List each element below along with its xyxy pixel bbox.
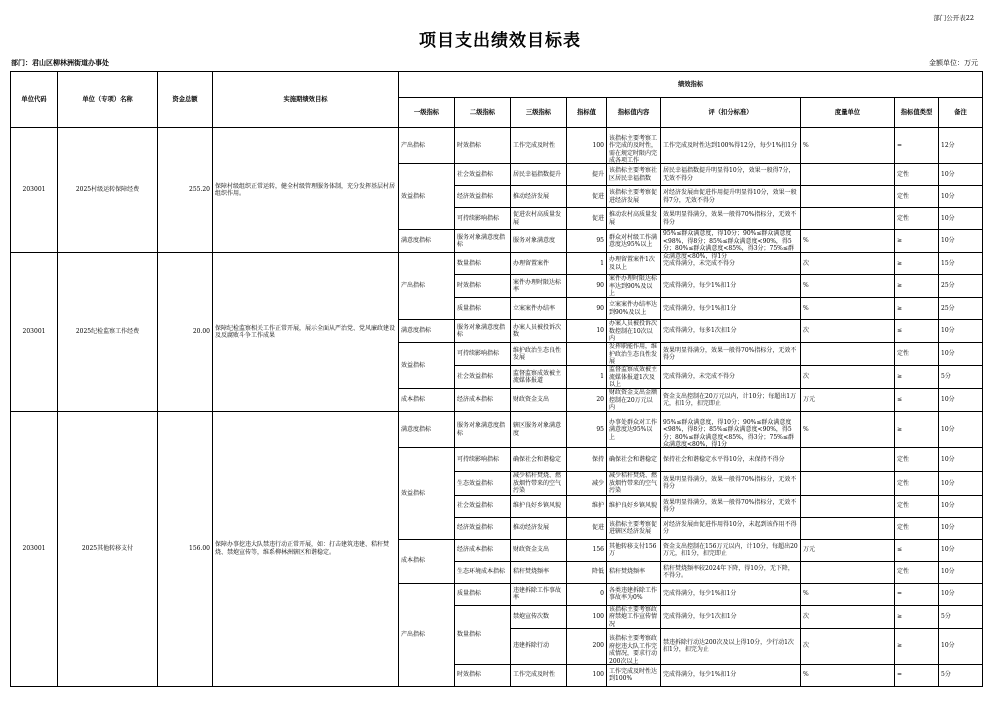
value-cell: 促进 [567,186,607,208]
level1-cell: 效益指标 [399,343,455,389]
value-type-cell: 定性 [895,495,939,517]
scoring-text: 对经济发展由促进作用得10分，未起到该作用不得分 [663,520,797,535]
remark-cell: 5分 [939,366,983,389]
level2-cell: 社会效益指标 [455,495,511,517]
level2-cell: 质量指标 [455,583,511,605]
value-cell: 90 [567,275,607,298]
value-cell: 提升 [567,164,607,186]
value-type-cell: ≥ [895,275,939,298]
measure-unit-cell [801,561,895,583]
level3-cell: 案件办理时限达标率 [511,275,567,298]
level3-cell: 禁炮宣传次数 [511,605,567,628]
scoring-text: 效果明显得满分，效果一般得70%指标分，无效不得分 [663,211,797,226]
value-cell: 90 [567,298,607,320]
table-row [11,128,983,164]
scoring-cell [661,605,801,628]
remark-cell: 10分 [939,539,983,561]
remark-cell: 10分 [939,389,983,412]
remark-cell: 10分 [939,448,983,472]
level3-cell: 推动经济发展 [511,186,567,208]
content-text: 监督监察成效被主流媒体报道1次及以上 [609,366,658,388]
unit-name-cell: 2025村级运转保障经费 [58,128,158,253]
value-type-cell: 定性 [895,186,939,208]
content-text: 案件办理时限达标率达到90%及以上 [609,275,658,297]
content-cell [607,164,661,186]
value-type-cell: ≤ [895,389,939,412]
level3-cell: 促进农村高质量发展 [511,208,567,230]
level3-cell: 办案人员被投诉次数 [511,320,567,343]
value-cell: 促进 [567,208,607,230]
value-type-cell: ≥ [895,412,939,448]
scoring-text: 保持社会和谐稳定水平得10分，未保持不得分 [663,455,785,463]
level1-cell: 产出指标 [399,583,455,686]
content-cell [607,664,661,686]
remark-cell: 5分 [939,664,983,686]
scoring-cell [661,275,801,298]
performance-table [10,71,983,687]
level1-cell: 产出指标 [399,128,455,164]
scoring-text: 效果明显得满分，效果一般得70%指标分，无效不得分 [663,475,797,491]
unit-code-cell: 203001 [11,412,58,687]
scoring-cell [661,343,801,366]
scoring-text: 资金支出控制在20万元以内，计10分；每超出1万元，扣1分，扣完即止 [663,392,797,407]
measure-unit-cell: 次 [801,253,895,275]
level1-cell: 产出指标 [399,253,455,320]
content-text: 其他转移支付156万 [609,542,657,557]
level3-cell: 推动经济发展 [511,517,567,539]
content-text: 减少秸秆焚烧、燃放烟竹带来的空气污染 [609,472,658,495]
content-cell [607,472,661,496]
level2-cell: 服务对象满意度指标 [455,412,511,448]
level1-cell: 满意度指标 [399,230,455,253]
scoring-cell [661,495,801,517]
scoring-cell [661,472,801,496]
content-text: 推动农村高质量发展 [609,211,658,226]
content-cell [607,230,661,253]
content-cell [607,253,661,275]
value-type-cell: = [895,128,939,164]
scoring-cell [661,412,801,448]
content-cell [607,275,661,298]
level2-cell: 数量指标 [455,253,511,275]
level2-cell: 社会效益指标 [455,164,511,186]
remark-cell: 10分 [939,517,983,539]
remark-cell: 10分 [939,472,983,496]
measure-unit-cell: % [801,583,895,605]
header-content: 指标值内容 [607,98,661,128]
remark-cell: 10分 [939,628,983,664]
header-period-goal: 实施期绩效目标 [213,72,399,128]
value-type-cell: 定性 [895,164,939,186]
scoring-cell [661,561,801,583]
level3-cell: 财政资金支出 [511,539,567,561]
level1-cell: 满意度指标 [399,412,455,448]
content-cell [607,539,661,561]
content-cell [607,448,661,472]
content-cell [607,186,661,208]
remark-cell: 25分 [939,298,983,320]
remark-cell: 10分 [939,583,983,605]
level3-cell: 财政资金支出 [511,389,567,412]
total-funds-cell: 20.00 [158,253,213,412]
content-text: 群众对村级工作满意度达95%以上 [609,233,658,248]
content-cell [607,343,661,366]
measure-unit-cell: % [801,412,895,448]
measure-unit-cell: 次 [801,366,895,389]
remark-cell: 12分 [939,128,983,164]
level1-cell: 满意度指标 [399,320,455,343]
scoring-text: 95%≤群众满意度，得10分；90%≤群众满意度<98%，得8分；85%≤群众满意度<90%，得5分；80%≤群众满意度<85%，得3分；75%≤群众满意度<80%，得1分 [663,418,794,448]
level2-cell: 时效指标 [455,128,511,164]
header-value: 指标值 [567,98,607,128]
scoring-cell [661,128,801,164]
header-measure-unit: 度量单位 [801,98,895,128]
header-level2: 二级指标 [455,98,511,128]
level2-cell: 经济成本指标 [455,389,511,412]
scoring-cell [661,628,801,664]
scoring-cell [661,664,801,686]
content-cell [607,628,661,664]
measure-unit-cell: % [801,230,895,253]
level1-cell: 效益指标 [399,448,455,540]
level2-cell: 时效指标 [455,664,511,686]
content-text: 该指标主要考察政府禁炮工作宣传情况 [609,605,658,628]
period-goal-cell: 保障纪检监察相关工作正常开展，展示全面从严治党、党风廉政建设及反腐败斗争工作成果 [213,253,399,412]
scoring-cell [661,164,801,186]
content-cell [607,320,661,343]
header-total-funds: 资金总额 [158,72,213,128]
value-cell: 156 [567,539,607,561]
level2-cell: 可持续影响指标 [455,448,511,472]
content-text: 该指标主要考察社区居民幸福指数 [609,167,658,182]
remark-cell: 15分 [939,253,983,275]
measure-unit-cell: 次 [801,320,895,343]
header-level3: 三级指标 [511,98,567,128]
scoring-text: 效果明显得满分，效果一般得70%指标分，无效不得分 [663,498,797,513]
content-text: 立案案件办结率达到90%及以上 [609,301,658,316]
measure-unit-cell: % [801,275,895,298]
period-goal-cell: 保障办事挖违大队禁违行动正常开展，如：打击建筑违建、秸秆焚烧、禁炮宣传等，维系柳林洲辖区和谐稳定。 [213,412,399,687]
value-cell: 1 [567,366,607,389]
level3-cell: 违建拆除行动 [511,628,567,664]
scoring-text: 完成得满分，每少1%扣1分 [663,304,737,312]
level3-cell: 立案案件办结率 [511,298,567,320]
value-type-cell: ≤ [895,320,939,343]
measure-unit-cell: % [801,128,895,164]
value-type-cell: = [895,664,939,686]
content-text: 该指标主要考察工作完成的及时性，需在规定时限内完成各项工作 [609,134,658,164]
scoring-text: 居民幸福指数提升明显得10分，效果一般得7分，无效不得分 [663,167,795,182]
currency-unit-label: 金额单位：万元 [929,59,978,67]
scoring-text: 对经济发展由促进作用提升明显得10分，效果一般得7分，无效不得分 [663,189,797,204]
scoring-cell [661,448,801,472]
unit-name-cell: 2025其他转移支付 [58,412,158,687]
content-text: 办理留置案件1次及以上 [609,256,655,271]
header-unit-name: 单位（专项）名称 [58,72,158,128]
value-cell: 100 [567,605,607,628]
value-cell: 95 [567,230,607,253]
level3-cell: 秸秆焚烧频率 [511,561,567,583]
remark-cell: 10分 [939,343,983,366]
remark-cell: 10分 [939,164,983,186]
level1-cell: 效益指标 [399,164,455,230]
level3-cell: 确保社会和谐稳定 [511,448,567,472]
level2-cell: 可持续影响指标 [455,343,511,366]
scoring-text: 秸秆焚烧频率较2024年下降，得10分，无下降，不得分。 [663,564,794,579]
total-funds-cell: 255.20 [158,128,213,253]
value-cell: 促进 [567,517,607,539]
content-text: 该指标主要考察促进经济发展 [609,189,658,204]
level2-cell: 经济效益指标 [455,517,511,539]
value-type-cell: ≥ [895,253,939,275]
measure-unit-cell [801,343,895,366]
content-cell [607,412,661,448]
value-cell: 降低 [567,561,607,583]
level2-cell: 服务对象满意度指标 [455,230,511,253]
remark-cell: 10分 [939,495,983,517]
content-text: 各类违建拆除工作事故率为0% [609,586,658,601]
scoring-cell [661,208,801,230]
value-type-cell: 定性 [895,343,939,366]
scoring-cell [661,186,801,208]
scoring-text: 完成得满分，每少1%扣1分 [663,282,737,290]
level3-cell: 维护良好乡镇风貌 [511,495,567,517]
remark-cell: 10分 [939,412,983,448]
value-type-cell: = [895,583,939,605]
measure-unit-cell [801,517,895,539]
measure-unit-cell [801,208,895,230]
level2-cell: 服务对象满意度指标 [455,320,511,343]
level3-cell: 服务对象满意度 [511,230,567,253]
value-type-cell: ≥ [895,230,939,253]
unit-code-cell: 203001 [11,253,58,412]
level3-cell: 监督监察成效被主流媒体报道 [511,366,567,389]
scoring-cell [661,230,801,260]
table-row [11,253,983,275]
level3-cell: 减少秸秆焚烧、燃放烟竹带来的空气污染 [511,472,567,496]
total-funds-cell: 156.00 [158,412,213,687]
level2-cell: 时效指标 [455,275,511,298]
value-type-cell: 定性 [895,517,939,539]
level2-cell: 数量指标 [455,605,511,664]
unit-code-cell: 203001 [11,128,58,253]
content-text: 办案人员被投诉次数控制在10次以内 [609,320,658,342]
period-goal-cell: 保障村级组织正常运转，健全村级管理服务体制，充分发挥基层村居组织作用。 [213,128,399,253]
scoring-text: 效果明显得满分，效果一般得70%指标分，无效不得分 [663,346,797,361]
header-scoring: 评（扣分标准） [661,98,801,128]
measure-unit-cell: % [801,298,895,320]
remark-cell: 5分 [939,605,983,628]
scoring-text: 完成得满分，每少1%扣1分 [663,671,737,679]
level3-cell: 辖区服务对象满意度 [511,412,567,448]
level3-cell: 居民幸福指数提升 [511,164,567,186]
scoring-text: 工作完成及时性达到100%得12分，每少1%扣1分 [663,141,798,149]
level2-cell: 生态效益指标 [455,472,511,496]
measure-unit-cell [801,164,895,186]
scoring-cell [661,366,801,389]
value-cell: 减少 [567,472,607,496]
remark-cell: 10分 [939,561,983,583]
level2-cell: 生态环境成本指标 [455,561,511,583]
header-indicators: 绩效指标 [399,72,983,98]
level3-cell: 办理留置案件 [511,253,567,275]
level2-cell: 可持续影响指标 [455,208,511,230]
scoring-text: 完成得满分，每少1%扣1分 [663,590,737,598]
value-cell: 20 [567,389,607,412]
scoring-text: 完成得满分，未完成不得分 [663,373,736,381]
measure-unit-cell: 次 [801,628,895,664]
value-type-cell: ≥ [895,605,939,628]
level3-cell: 工作完成及时性 [511,128,567,164]
value-type-cell: 定性 [895,472,939,496]
value-cell [567,343,607,366]
value-type-cell: 定性 [895,448,939,472]
value-cell: 1 [567,253,607,275]
value-cell: 200 [567,628,607,664]
remark-cell: 25分 [939,275,983,298]
content-cell [607,128,661,164]
header-level1: 一级指标 [399,98,455,128]
measure-unit-cell: 万元 [801,389,895,412]
scoring-text: 完成得满分，每多1次扣1分 [663,327,737,335]
scoring-text: 完成得满分，未完成不得分 [663,259,736,267]
remark-cell: 10分 [939,230,983,253]
remark-cell: 10分 [939,320,983,343]
content-cell [607,517,661,539]
remark-cell: 10分 [939,186,983,208]
level2-cell: 经济效益指标 [455,186,511,208]
scoring-text: 完成得满分，每少1次扣1分 [663,612,737,620]
table-row [11,412,983,448]
value-type-cell: ≤ [895,539,939,561]
remark-cell: 10分 [939,208,983,230]
level3-cell: 维护政治生态良性发展 [511,343,567,366]
level2-cell: 经济成本指标 [455,539,511,561]
measure-unit-cell [801,472,895,496]
content-text: 秸秆焚烧频率 [609,568,646,576]
scoring-text: 禁违拆除行动达200次及以上得10分，少行动1次扣1分，扣完为止 [663,638,794,653]
content-cell [607,208,661,230]
content-text: 确保社会和谐稳定 [609,455,658,463]
value-type-cell: 定性 [895,561,939,583]
content-text: 维护良好乡镇风貌 [609,502,658,510]
measure-unit-cell [801,495,895,517]
level1-cell: 成本指标 [399,389,455,412]
level3-cell: 违建拆除工作事故率 [511,583,567,605]
content-cell [607,495,661,517]
content-cell [607,583,661,605]
unit-name-cell: 2025纪检监察工作经费 [58,253,158,412]
scoring-text: 资金支出控制在156万元以内，计10分，每超出20万元，扣1分，扣完即止 [663,542,798,557]
content-text: 工作完成及时性达到100% [609,667,658,682]
measure-unit-cell [801,186,895,208]
corner-label: 部门公开表22 [933,14,974,22]
scoring-cell [661,320,801,343]
level2-cell: 质量指标 [455,298,511,320]
measure-unit-cell: 万元 [801,539,895,561]
level2-cell: 社会效益指标 [455,366,511,389]
content-text: 该指标主要考察政府挖违大队工作完成情况，要求行动200次以上 [609,635,658,665]
content-cell [607,605,661,628]
level1-cell: 成本指标 [399,539,455,583]
content-text: 财政资金支出金额控制在20万元以内 [609,389,658,411]
measure-unit-cell: % [801,664,895,686]
value-type-cell: 定性 [895,208,939,230]
scoring-text: 95%≤群众满意度，得10分；90%≤群众满意度<98%，得8分；85%≤群众满意度<90%，得5分；80%≤群众满意度<85%，得3分；75%≤群众满意度<80%，得1分 [663,230,794,260]
value-cell: 10 [567,320,607,343]
level3-cell: 工作完成及时性 [511,664,567,686]
header-value-type: 指标值类型 [895,98,939,128]
header-remark: 备注 [939,98,983,128]
content-text: 发挥职能作用，维护政治生态良性发展 [609,343,658,365]
measure-unit-cell [801,448,895,472]
scoring-cell [661,298,801,320]
page-title: 项目支出绩效目标表 [419,31,581,51]
value-cell: 维护 [567,495,607,517]
header-unit-code: 单位代码 [11,72,58,128]
value-type-cell: ≥ [895,628,939,664]
value-cell: 0 [567,583,607,605]
value-cell: 95 [567,412,607,448]
value-type-cell: ≥ [895,298,939,320]
content-cell [607,366,661,389]
scoring-cell [661,517,801,539]
value-cell: 100 [567,664,607,686]
scoring-cell [661,389,801,412]
content-cell [607,298,661,320]
measure-unit-cell: 次 [801,605,895,628]
value-type-cell: ≥ [895,366,939,389]
content-cell [607,561,661,583]
value-cell: 保持 [567,448,607,472]
value-cell: 100 [567,128,607,164]
content-cell [607,389,661,412]
scoring-cell [661,539,801,561]
scoring-cell [661,583,801,605]
content-text: 该指标主要考察促进辖区经济发展 [609,520,658,535]
content-text: 办事处群众对工作满意度达95%以上 [609,418,658,441]
department-label: 部门：君山区柳林洲街道办事处 [11,58,109,67]
